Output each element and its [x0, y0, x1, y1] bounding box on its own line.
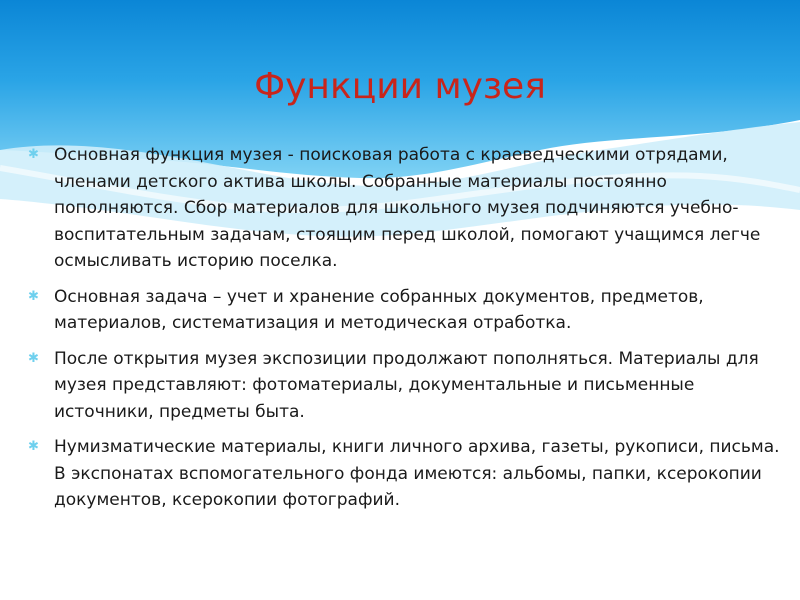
bullet-text: Основная задача – учет и хранение собранных документов, предметов, материалов, систематизация и методическая отработка.: [54, 286, 704, 333]
bullet-text: После открытия музея экспозиции продолжают пополняться. Материалы для музея представляют: фотоматериалы, документальные и письменные источники, предметы быта.: [54, 348, 759, 422]
bullet-item: [28, 284, 780, 337]
bullet-text: Нумизматические материалы, книги личного архива, газеты, рукописи, письма. В экспонатах вспомогательного фонда имеются: альбомы, папки, ксерокопии документов, ксерокопии фотографий.: [54, 437, 780, 510]
bullet-text: Основная функция музея - поисковая работа с краеведческими отрядами, членами детского актива школы. Собранные материалы постоянно пополняются. Сбор материалов для школьного музея подчиняются учебно-воспитательным задачам, стоящим перед школой, помогают учащимся легче осмысливать историю поселка.: [54, 145, 761, 271]
star-bullet-icon: ✱: [28, 288, 39, 304]
slide-title: Функции музея: [254, 66, 546, 107]
star-bullet-icon: ✱: [28, 147, 39, 162]
bullet-item: [28, 434, 780, 514]
bullet-item: [28, 142, 780, 275]
star-bullet-icon: ✱: [28, 439, 39, 454]
star-bullet-icon: ✱: [28, 350, 39, 366]
bullet-list: [28, 142, 780, 523]
bullet-item: [28, 346, 780, 426]
